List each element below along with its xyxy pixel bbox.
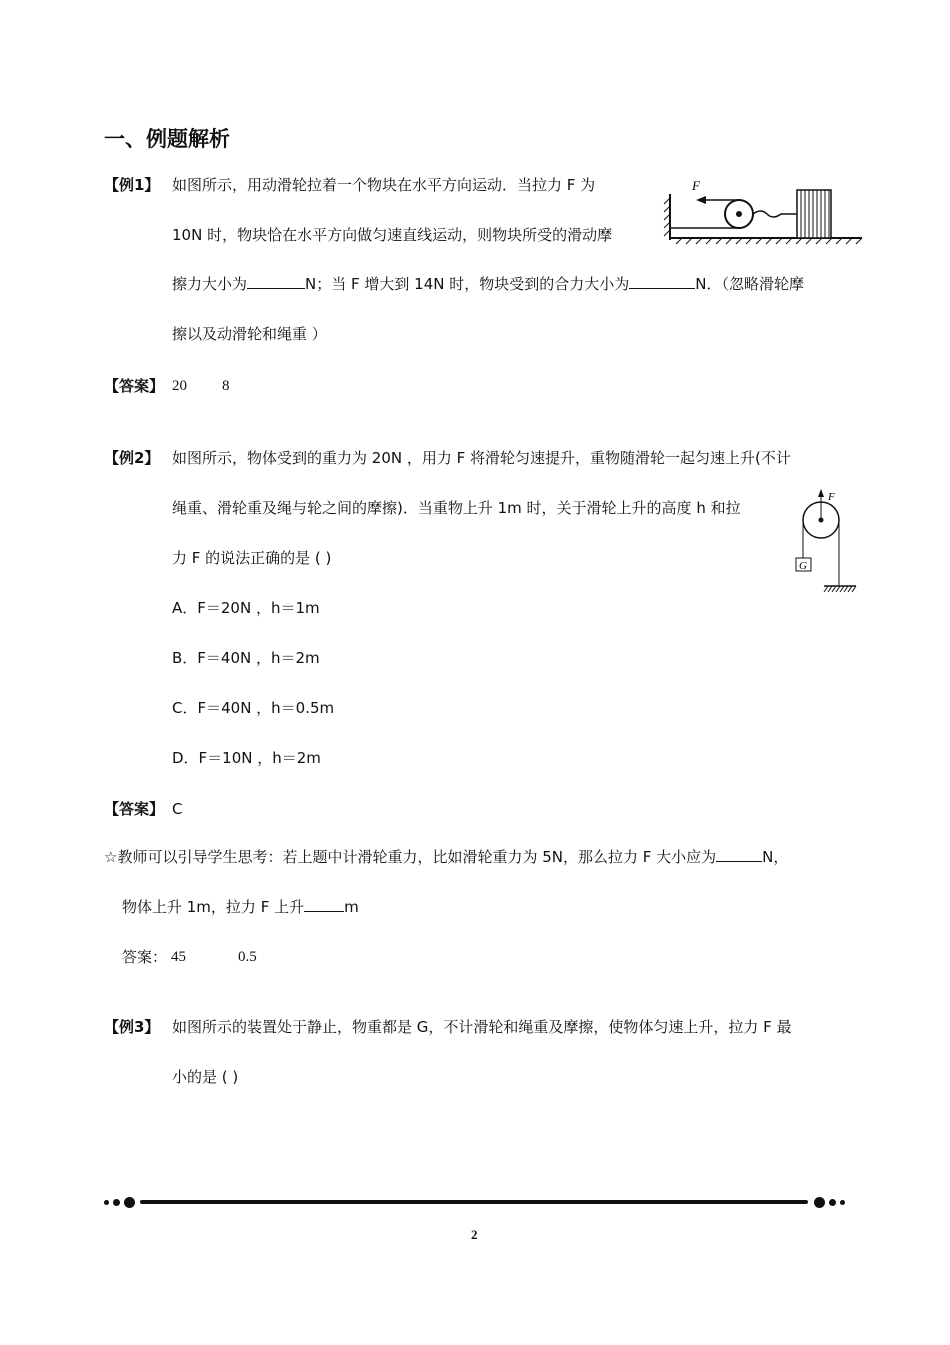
example-2-tag: 【例2】 <box>104 449 160 467</box>
example-1-line-1: 如图所示，用动滑轮拉着一个物块在水平方向运动．当拉力 F 为 <box>172 176 596 194</box>
answer-blank <box>716 847 762 862</box>
example-1-tag: 【例1】 <box>104 176 160 194</box>
option-b: B．F＝40N ，h＝2m <box>172 649 320 667</box>
example-2-line-1: 如图所示，物体受到的重力为 20N ，用力 F 将滑轮匀速提升，重物随滑轮一起匀速上升(不计 <box>172 449 791 467</box>
example-2-line-2: 绳重、滑轮重及绳与轮之间的摩擦)．当重物上升 1m 时，关于滑轮上升的高度 h 和拉 <box>172 499 741 517</box>
example-2-answer-tag: 【答案】 <box>104 800 165 818</box>
example-3-line-1: 如图所示的装置处于静止，物重都是 G，不计滑轮和绳重及摩擦，使物体匀速上升，拉力 F 最 <box>172 1018 792 1036</box>
example-2-line-3: 力 F 的说法正确的是 ( ) <box>172 549 332 567</box>
teacher-note-line-2-part-b: m <box>344 898 359 916</box>
example-1-line-3-part-b: N；当 F 增大到 14N 时，物块受到的合力大小为 <box>305 275 630 293</box>
footer-dot <box>124 1197 135 1208</box>
footer-dot <box>814 1197 825 1208</box>
footer-dot <box>113 1199 120 1206</box>
page-number: 2 <box>471 1227 478 1242</box>
option-d: D．F＝10N ，h＝2m <box>172 749 321 767</box>
example-1-line-3-part-c: N．（忽略滑轮摩 <box>695 275 804 293</box>
pulley-block-figure <box>662 172 866 248</box>
teacher-answer-1: 45 <box>171 949 186 965</box>
force-label: F <box>828 491 835 503</box>
footer-rule <box>140 1200 808 1204</box>
example-1-answer-2: 8 <box>222 378 230 394</box>
weight-label: G <box>799 560 807 572</box>
example-2-answer: C <box>172 800 183 818</box>
teacher-note-line-1 <box>104 847 788 867</box>
example-1-answer-tag: 【答案】 <box>104 377 165 395</box>
teacher-note-line-1-part-b: N， <box>762 848 789 866</box>
option-c: C．F＝40N ，h＝0.5m <box>172 699 335 717</box>
movable-pulley-figure <box>790 486 860 598</box>
example-1-line-2: 10N 时，物块恰在水平方向做匀速直线运动，则物块所受的滑动摩 <box>172 226 613 244</box>
teacher-note-line-1-part-a: ☆教师可以引导学生思考：若上题中计滑轮重力，比如滑轮重力为 5N，那么拉力 F 大小应为 <box>104 848 717 866</box>
teacher-answer-2: 0.5 <box>238 949 257 965</box>
answer-blank <box>304 897 344 912</box>
teacher-note-line-2-part-a: 物体上升 1m，拉力 F 上升 <box>122 898 305 916</box>
example-1-answer-1: 20 <box>172 378 187 394</box>
example-1-line-3 <box>172 274 804 294</box>
answer-blank <box>247 274 305 289</box>
example-3-line-2: 小的是 ( ) <box>172 1068 239 1086</box>
answer-blank <box>629 274 695 289</box>
teacher-note-line-2 <box>122 897 359 917</box>
footer-dot <box>104 1200 109 1205</box>
example-1-line-4: 擦以及动滑轮和绳重 ） <box>172 325 327 343</box>
force-label: F <box>692 178 700 193</box>
section-title: 一、例题解析 <box>104 127 230 151</box>
option-a: A．F＝20N ，h＝1m <box>172 599 320 617</box>
example-3-tag: 【例3】 <box>104 1018 160 1036</box>
footer-dot <box>840 1200 845 1205</box>
example-1-line-3-part-a: 擦力大小为 <box>172 275 248 293</box>
teacher-answer-label: 答案： <box>122 948 168 966</box>
footer-dot <box>829 1199 836 1206</box>
